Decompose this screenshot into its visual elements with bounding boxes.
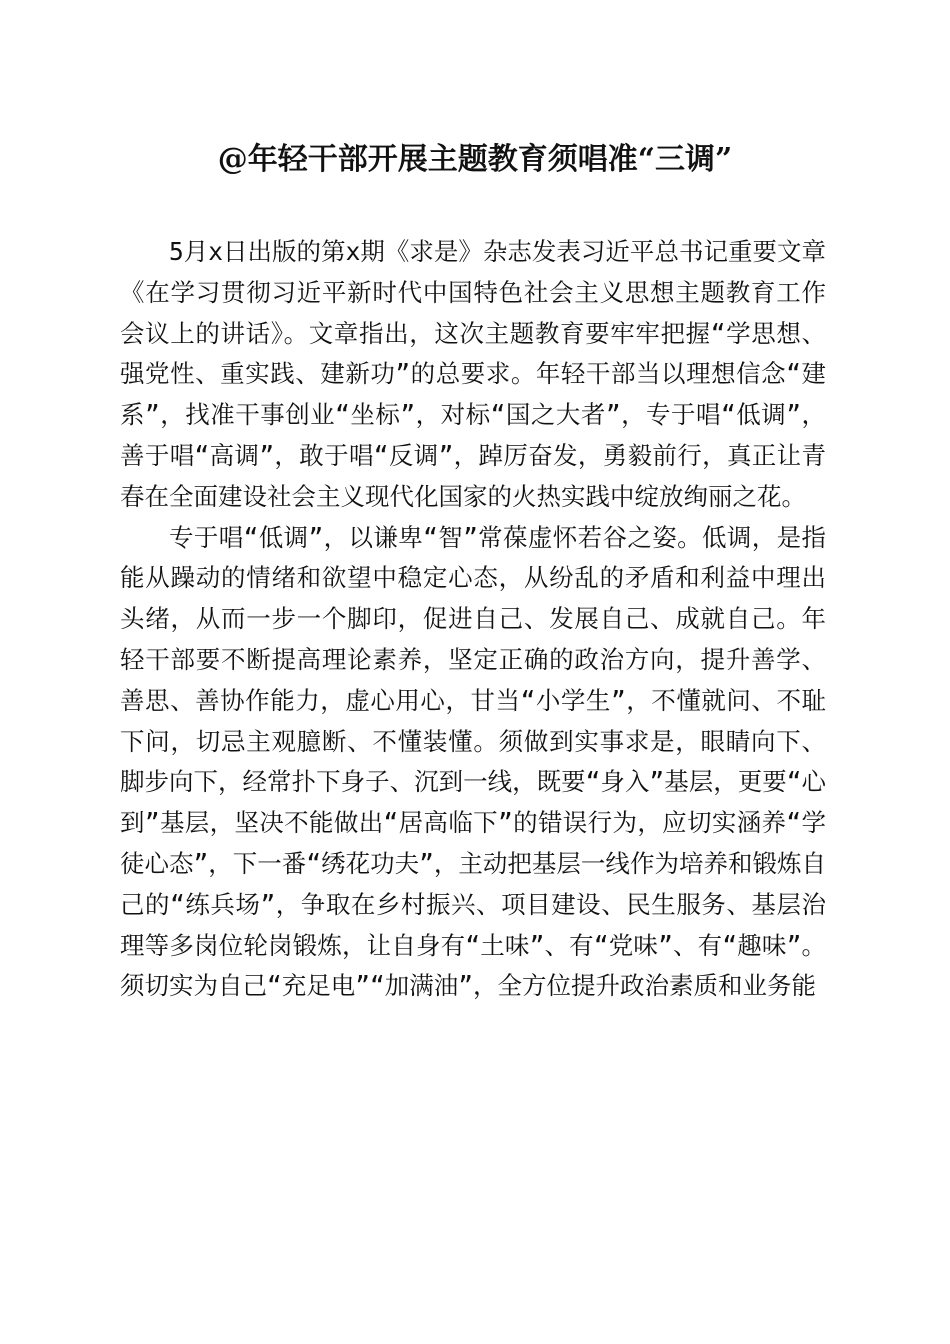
document-body [120, 232, 826, 1007]
document-title: @年轻干部开展主题教育须唱准“三调” [217, 142, 733, 177]
paragraph-low-key: 专于唱“低调”，以谦卑“智”常葆虚怀若谷之姿。低调，是指能从躁动的情绪和欲望中稳定心态，从纷乱的矛盾和利益中理出头绪，从而一步一个脚印，促进自己、发展自己、成就自己。年轻干部要不断提高理论素养，坚定正确的政治方向，提升善学、善思、善协作能力，虚心用心，甘当“小学生”，不懂就问、不耻下问，切忌主观臆断、不懂装懂。须做到实事求是，眼睛向下、脚步向下，经常扑下身子、沉到一线，既要“身入”基层，更要“心到”基层，坚决不能做出“居高临下”的错误行为，应切实涵养“学徒心态”，下一番“绣花功夫”，主动把基层一线作为培养和锻炼自己的“练兵场”，争取在乡村振兴、项目建设、民生服务、基层治理等多岗位轮岗锻炼，让自身有“土味”、有“党味”、有“趣味”。须切实为自己“充足电”“加满油”，全方位提升政治素质和业务能 [120, 522, 826, 1001]
paragraph-intro: 5月x日出版的第x期《求是》杂志发表习近平总书记重要文章《在学习贯彻习近平新时代中国特色社会主义思想主题教育工作会议上的讲话》。文章指出，这次主题教育要牢牢把握“学思想、强党性、重实践、建新功”的总要求。年轻干部当以理想信念“建系”，找准干事创业“坐标”，对标“国之大者”，专于唱“低调”，善于唱“高调”，敢于唱“反调”，踔厉奋发，勇毅前行，真正让青春在全面建设社会主义现代化国家的火热实践中绽放绚丽之花。 [120, 237, 826, 511]
